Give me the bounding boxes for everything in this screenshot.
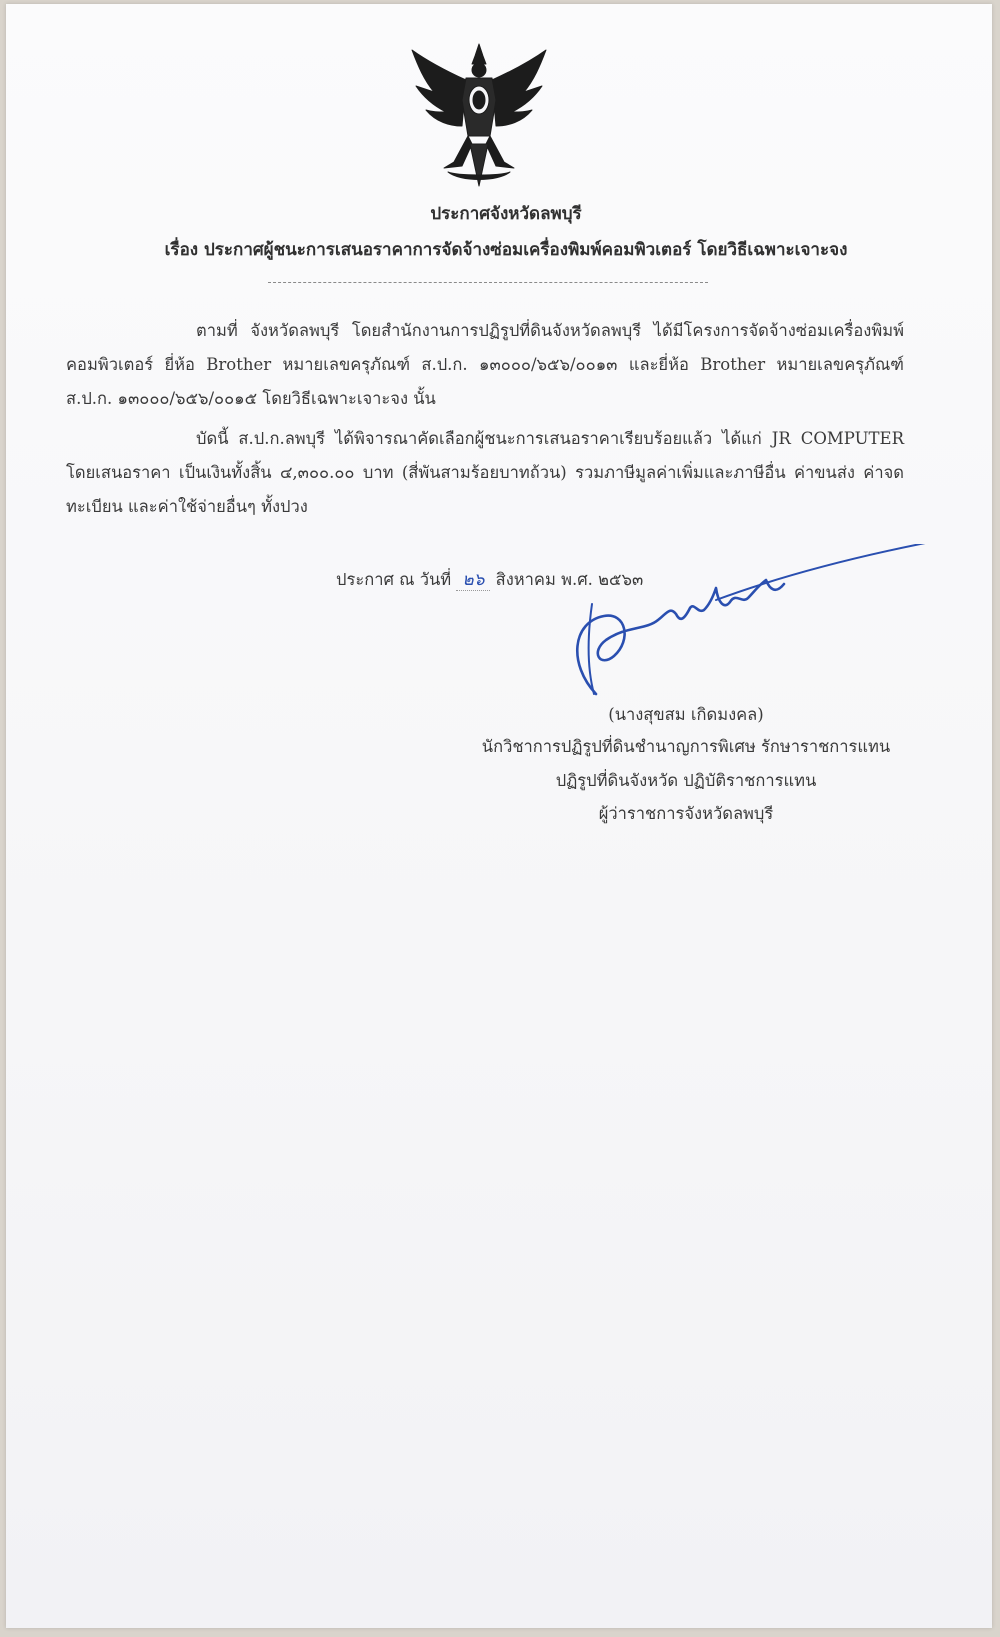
title-divider [268,282,708,283]
announcement-title: ประกาศจังหวัดลพบุรี [430,204,582,224]
announcement-subject: เรื่อง ประกาศผู้ชนะการเสนอราคาการจัดจ้างซ่อมเครื่องพิมพ์คอมพิวเตอร์ โดยวิธีเฉพาะเจาะจง [164,240,848,260]
date-prefix: ประกาศ ณ วันที่ [336,570,452,589]
paragraph-1-text: ตามที่ จังหวัดลพบุรี โดยสำนักงานการปฏิรูปที่ดินจังหวัดลพบุรี ได้มีโครงการจัดจ้างซ่อมเครื่องพิมพ์คอมพิวเตอร์ ยี่ห้อ Brother หมายเลขครุภัณฑ์ ส.ป.ก. ๑๓๐๐๐/๖๕๖/๐๐๑๓ และยี่ห้อ Brother หมายเลขครุภัณฑ์ ส.ป.ก. ๑๓๐๐๐/๖๕๖/๐๐๑๕ โดยวิธีเฉพาะเจาะจง นั้น [66,321,904,408]
body-paragraph-1 [66,314,904,416]
handwritten-signature [566,544,956,704]
document-page [6,4,992,1628]
garuda-emblem-icon [404,40,554,190]
signatory-name: (นางสุขสม เกิดมงคล) [608,705,764,724]
paragraph-2-text: บัดนี้ ส.ป.ก.ลพบุรี ได้พิจารณาคัดเลือกผู้ชนะการเสนอราคาเรียบร้อยแล้ว ได้แก่ JR COMPUTER โดยเสนอราคา เป็นเงินทั้งสิ้น ๔,๓๐๐.๐๐ บาท (สี่พันสามร้อยบาทถ้วน) รวมภาษีมูลค่าเพิ่มและภาษีอื่น ค่าขนส่ง ค่าจดทะเบียน และค่าใช้จ่ายอื่นๆ ทั้งปวง [66,429,904,516]
signatory-position-3: ผู้ว่าราชการจังหวัดลพบุรี [598,804,774,823]
date-day: ๒๖ [456,570,490,591]
date-month-year: สิงหาคม พ.ศ. ๒๕๖๓ [495,570,644,589]
body-paragraph-2 [66,422,904,524]
signatory-position-2: ปฏิรูปที่ดินจังหวัด ปฏิบัติราชการแทน [555,771,817,790]
signatory-position-1: นักวิชาการปฏิรูปที่ดินชำนาญการพิเศษ รักษาราชการแทน [481,737,891,756]
